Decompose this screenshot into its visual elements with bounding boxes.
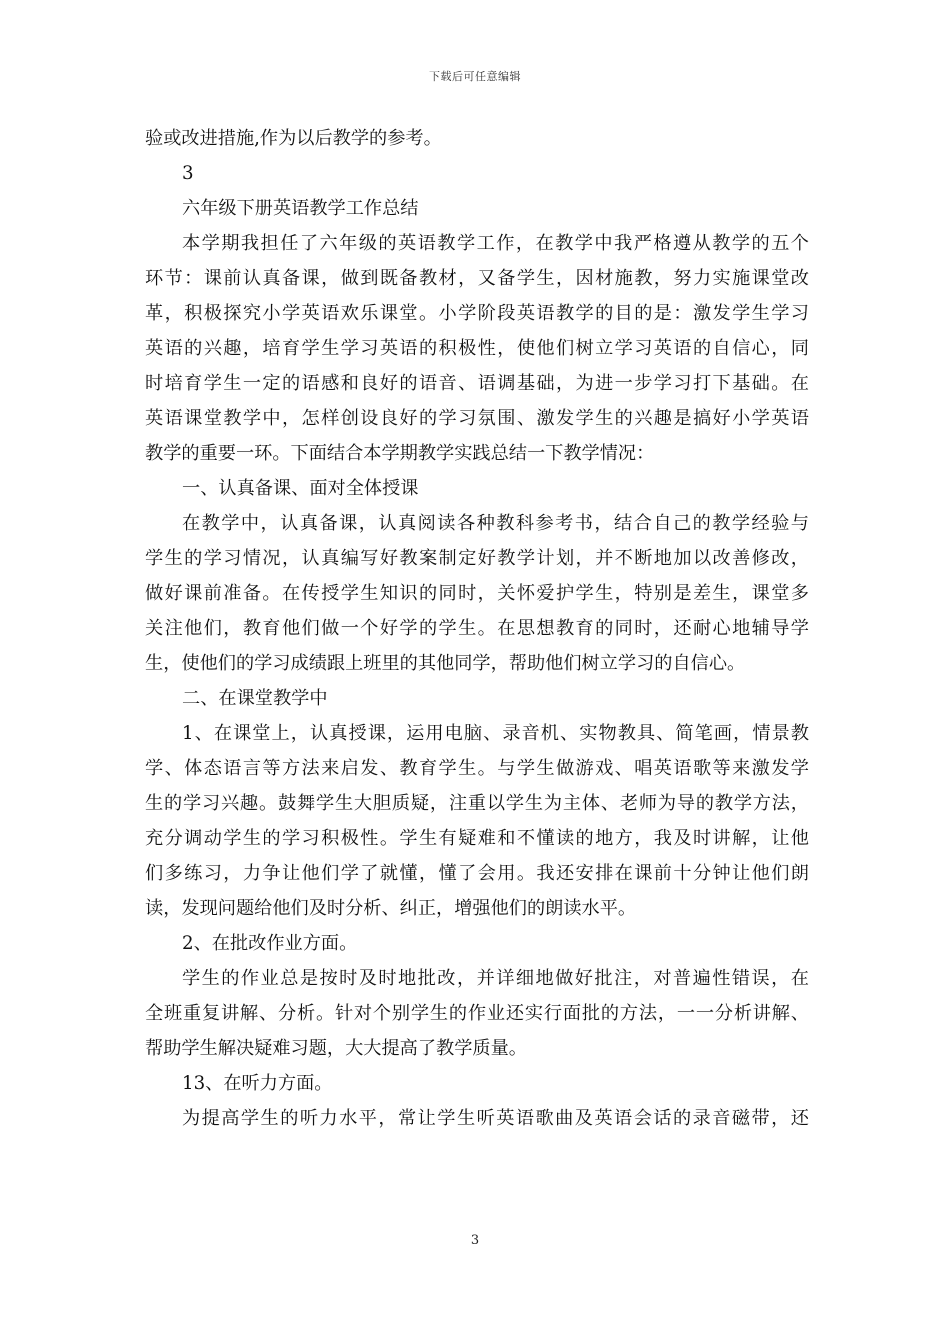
text-line: 本学期我担任了六年级的英语教学工作，在教学中我严格遵从教学的五个 <box>182 233 809 254</box>
text-line: 学生的学习情况，认真编写好教案制定好教学计划，并不断地加以改善修改， <box>145 548 809 569</box>
text-line: 教学的重要一环。下面结合本学期教学实践总结一下教学情况： <box>145 443 655 464</box>
text-line: 英语的兴趣，培育学生学习英语的积极性，使他们树立学习英语的自信心，同 <box>145 338 809 359</box>
text-line: 读，发现问题给他们及时分析、纠正，增强他们的朗读水平。 <box>145 898 637 919</box>
text-line: 3 <box>182 163 194 184</box>
text-line: 充分调动学生的学习积极性。学生有疑难和不懂读的地方，我及时讲解，让他 <box>145 828 809 849</box>
text-line: 环节：课前认真备课，做到既备教材，又备学生，因材施教，努力实施课堂改 <box>145 268 809 289</box>
text-line: 关注他们，教育他们做一个好学的学生。在思想教育的同时，还耐心地辅导学 <box>145 618 809 639</box>
text-line: 们多练习，力争让他们学了就懂，懂了会用。我还安排在课前十分钟让他们朗 <box>145 863 809 884</box>
text-line: 革，积极探究小学英语欢乐课堂。小学阶段英语教学的目的是：激发学生学习 <box>145 303 809 324</box>
text-line: 2、在批改作业方面。 <box>182 933 358 954</box>
text-line: 在教学中，认真备课，认真阅读各种教科参考书，结合自己的教学经验与 <box>182 513 809 534</box>
text-line: 做好课前准备。在传授学生知识的同时，关怀爱护学生，特别是差生，课堂多 <box>145 583 809 604</box>
document-body <box>145 121 809 1136</box>
text-line: 英语课堂教学中，怎样创设良好的学习氛围、激发学生的兴趣是搞好小学英语 <box>145 408 809 429</box>
text-line: 一、认真备课、面对全体授课 <box>182 478 419 499</box>
text-line: 13、在听力方面。 <box>182 1073 333 1094</box>
text-line: 全班重复讲解、分析。针对个别学生的作业还实行面批的方法，一一分析讲解、 <box>145 1003 809 1024</box>
text-line: 学、体态语言等方法来启发、教育学生。与学生做游戏、唱英语歌等来激发学 <box>145 758 809 779</box>
text-line: 1、在课堂上，认真授课，运用电脑、录音机、实物教具、简笔画，情景教 <box>182 723 809 744</box>
text-line: 生的学习兴趣。鼓舞学生大胆质疑，注重以学生为主体、老师为导的教学方法， <box>145 793 809 814</box>
page-number: 3 <box>470 1233 480 1248</box>
text-line: 六年级下册英语教学工作总结 <box>182 198 419 219</box>
text-line: 验或改进措施,作为以后教学的参考。 <box>145 128 442 149</box>
text-line: 帮助学生解决疑难习题，大大提高了教学质量。 <box>145 1038 527 1059</box>
page-header: 下载后可任意编辑 <box>429 70 521 83</box>
text-line: 生，使他们的学习成绩跟上班里的其他同学，帮助他们树立学习的自信心。 <box>145 653 746 674</box>
text-line: 学生的作业总是按时及时地批改，并详细地做好批注，对普遍性错误，在 <box>182 968 809 989</box>
text-line: 时培育学生一定的语感和良好的语音、语调基础，为进一步学习打下基础。在 <box>145 373 809 394</box>
text-line: 为提高学生的听力水平，常让学生听英语歌曲及英语会话的录音磁带，还 <box>182 1108 809 1129</box>
text-line: 二、在课堂教学中 <box>182 688 328 709</box>
